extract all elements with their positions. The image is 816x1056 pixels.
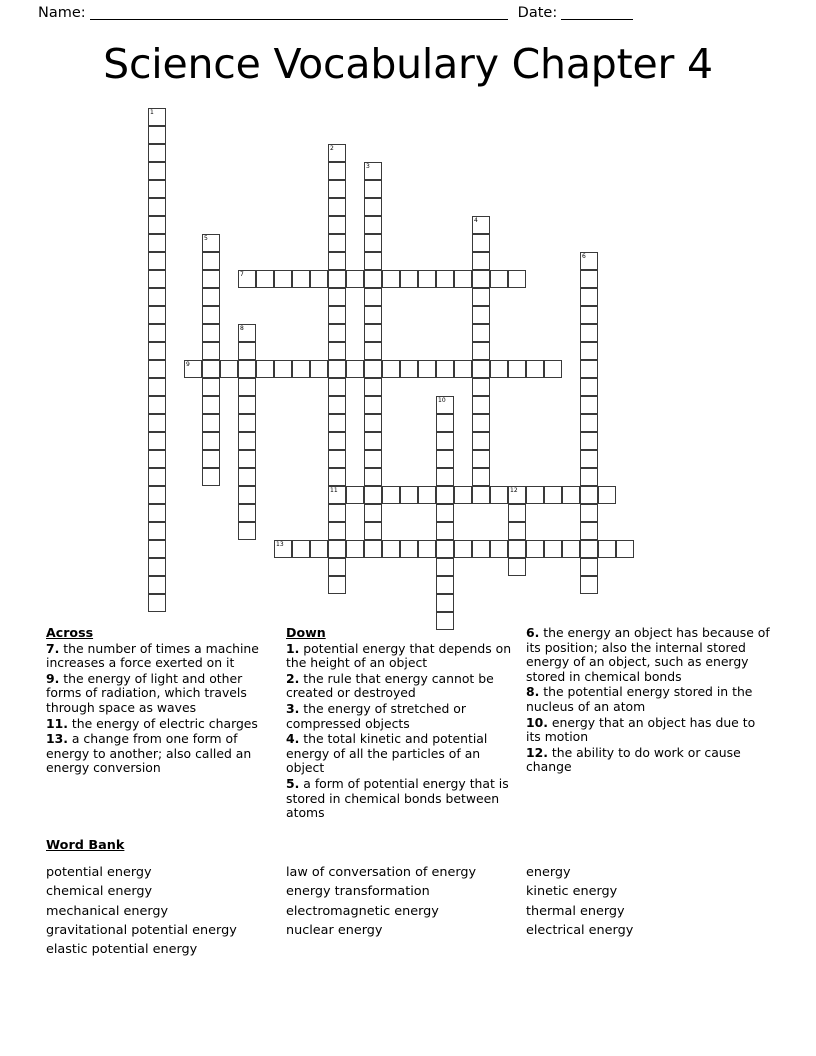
grid-cell[interactable] [580, 558, 598, 576]
clue-text: the total kinetic and potential energy of all the particles of an object [286, 731, 488, 776]
grid-cell[interactable] [148, 234, 166, 252]
grid-cell[interactable] [436, 504, 454, 522]
grid-cell[interactable] [616, 540, 634, 558]
grid-cell[interactable] [364, 180, 382, 198]
grid-cell[interactable] [238, 468, 256, 486]
grid-cell[interactable] [256, 360, 274, 378]
grid-cell[interactable] [544, 360, 562, 378]
grid-cell[interactable] [580, 486, 598, 504]
grid-cell[interactable] [328, 540, 346, 558]
grid-cell[interactable] [580, 450, 598, 468]
grid-cell[interactable] [328, 522, 346, 540]
grid-cell[interactable] [328, 198, 346, 216]
grid-cell[interactable] [598, 486, 616, 504]
grid-cell[interactable] [364, 468, 382, 486]
grid-cell[interactable] [238, 504, 256, 522]
clue-text: a form of potential energy that is stored in chemical bonds between atoms [286, 775, 509, 821]
grid-cell[interactable] [328, 162, 346, 180]
grid-cell[interactable] [202, 342, 220, 360]
grid-cell[interactable] [148, 324, 166, 342]
grid-cell[interactable] [436, 486, 454, 504]
grid-cell[interactable] [148, 576, 166, 594]
grid-cell[interactable] [310, 270, 328, 288]
word-bank-word: electromagnetic energy [286, 903, 439, 919]
grid-cell[interactable] [400, 270, 418, 288]
grid-cell[interactable] [472, 288, 490, 306]
grid-cell[interactable] [364, 540, 382, 558]
clue-item [286, 777, 519, 821]
grid-clue-number: 2 [330, 145, 334, 152]
grid-cell[interactable] [418, 270, 436, 288]
grid-cell[interactable] [148, 486, 166, 504]
grid-cell[interactable] [274, 540, 292, 558]
grid-cell[interactable] [580, 414, 598, 432]
word-bank-heading: Word Bank [46, 838, 125, 853]
grid-cell[interactable] [364, 216, 382, 234]
grid-cell[interactable] [436, 576, 454, 594]
clue-text: the number of times a machine increases a force exerted on it [46, 640, 259, 671]
grid-cell[interactable] [364, 306, 382, 324]
grid-cell[interactable] [382, 486, 400, 504]
grid-cell[interactable] [148, 360, 166, 378]
grid-cell[interactable] [436, 450, 454, 468]
across-heading: Across [46, 625, 94, 640]
grid-cell[interactable] [472, 486, 490, 504]
grid-cell[interactable] [364, 252, 382, 270]
grid-cell[interactable] [364, 342, 382, 360]
grid-cell[interactable] [508, 486, 526, 504]
grid-cell[interactable] [418, 486, 436, 504]
grid-cell[interactable] [202, 252, 220, 270]
clue-number: 13. [46, 731, 68, 747]
grid-cell[interactable] [346, 540, 364, 558]
grid-cell[interactable] [580, 324, 598, 342]
word-bank-word: mechanical energy [46, 903, 169, 919]
grid-cell[interactable] [328, 324, 346, 342]
grid-cell[interactable] [364, 288, 382, 306]
grid-clue-number: 8 [240, 325, 244, 332]
grid-clue-number: 5 [204, 235, 208, 242]
grid-cell[interactable] [328, 180, 346, 198]
grid-cell[interactable] [202, 450, 220, 468]
grid-cell[interactable] [202, 360, 220, 378]
grid-cell[interactable] [148, 378, 166, 396]
grid-cell[interactable] [328, 306, 346, 324]
grid-cell[interactable] [526, 486, 544, 504]
across-clue-list [46, 642, 279, 776]
grid-cell[interactable] [472, 396, 490, 414]
grid-cell[interactable] [148, 288, 166, 306]
clue-text: energy that an object has due to its motion [526, 714, 756, 745]
grid-cell[interactable] [580, 522, 598, 540]
grid-cell[interactable] [580, 432, 598, 450]
word-bank-column-3 [526, 863, 776, 940]
grid-cell[interactable] [580, 252, 598, 270]
word-bank-word: electrical energy [526, 922, 634, 938]
grid-cell[interactable] [490, 360, 508, 378]
word-bank-word: kinetic energy [526, 884, 618, 900]
page-title: Science Vocabulary Chapter 4 [103, 40, 713, 88]
grid-cell[interactable] [238, 414, 256, 432]
clue-item [286, 642, 519, 671]
grid-cell[interactable] [436, 414, 454, 432]
grid-cell[interactable] [148, 144, 166, 162]
grid-cell[interactable] [472, 252, 490, 270]
grid-cell[interactable] [580, 360, 598, 378]
grid-cell[interactable] [310, 540, 328, 558]
grid-cell[interactable] [436, 540, 454, 558]
grid-cell[interactable] [382, 540, 400, 558]
grid-cell[interactable] [562, 540, 580, 558]
name-label: Name: [38, 5, 86, 21]
clue-text: the energy of stretched or compressed objects [286, 700, 466, 731]
grid-cell[interactable] [292, 360, 310, 378]
grid-cell[interactable] [454, 540, 472, 558]
clue-number: 3. [286, 700, 300, 716]
clue-item [526, 685, 771, 714]
clue-number: 8. [526, 684, 540, 700]
grid-cell[interactable] [148, 252, 166, 270]
clue-number: 5. [286, 775, 300, 791]
grid-cell[interactable] [148, 270, 166, 288]
grid-cell[interactable] [202, 432, 220, 450]
clues-section [0, 626, 816, 826]
grid-cell[interactable] [148, 414, 166, 432]
grid-cell[interactable] [328, 342, 346, 360]
grid-cell[interactable] [148, 162, 166, 180]
clue-number: 6. [526, 625, 540, 640]
clue-item [526, 746, 771, 775]
grid-cell[interactable] [580, 288, 598, 306]
grid-cell[interactable] [472, 414, 490, 432]
grid-cell[interactable] [202, 288, 220, 306]
clue-number: 10. [526, 714, 548, 730]
grid-cell[interactable] [328, 558, 346, 576]
grid-cell[interactable] [400, 540, 418, 558]
grid-cell[interactable] [490, 270, 508, 288]
grid-cell[interactable] [364, 414, 382, 432]
grid-clue-number: 10 [438, 397, 446, 404]
grid-cell[interactable] [328, 432, 346, 450]
grid-cell[interactable] [472, 270, 490, 288]
grid-cell[interactable] [148, 558, 166, 576]
grid-cell[interactable] [436, 522, 454, 540]
clue-number: 9. [46, 670, 60, 686]
grid-cell[interactable] [472, 360, 490, 378]
grid-cell[interactable] [328, 288, 346, 306]
grid-cell[interactable] [472, 216, 490, 234]
grid-cell[interactable] [490, 540, 508, 558]
grid-cell[interactable] [364, 162, 382, 180]
grid-cell[interactable] [148, 540, 166, 558]
grid-cell[interactable] [580, 576, 598, 594]
grid-cell[interactable] [382, 270, 400, 288]
clues-column-down [286, 626, 519, 822]
grid-cell[interactable] [364, 360, 382, 378]
grid-cell[interactable] [364, 378, 382, 396]
grid-cell[interactable] [346, 486, 364, 504]
grid-cell[interactable] [472, 342, 490, 360]
grid-cell[interactable] [148, 126, 166, 144]
grid-clue-number: 1 [150, 109, 154, 116]
grid-cell[interactable] [490, 486, 508, 504]
grid-cell[interactable] [346, 270, 364, 288]
down-clue-list-second [526, 626, 771, 775]
word-bank-word: nuclear energy [286, 922, 383, 938]
grid-cell[interactable] [310, 360, 328, 378]
clue-number: 12. [526, 744, 548, 760]
grid-cell[interactable] [364, 432, 382, 450]
grid-cell[interactable] [508, 540, 526, 558]
grid-cell[interactable] [562, 486, 580, 504]
grid-cell[interactable] [580, 270, 598, 288]
grid-cell[interactable] [328, 396, 346, 414]
grid-cell[interactable] [148, 180, 166, 198]
clue-number: 1. [286, 640, 300, 656]
clue-item [286, 672, 519, 701]
grid-cell[interactable] [292, 270, 310, 288]
grid-cell[interactable] [508, 504, 526, 522]
word-bank-word: chemical energy [46, 884, 153, 900]
grid-cell[interactable] [436, 468, 454, 486]
grid-cell[interactable] [328, 486, 346, 504]
word-bank-word: energy transformation [286, 884, 430, 900]
grid-cell[interactable] [436, 432, 454, 450]
grid-cell[interactable] [274, 270, 292, 288]
grid-cell[interactable] [436, 396, 454, 414]
grid-cell[interactable] [364, 324, 382, 342]
grid-cell[interactable] [364, 450, 382, 468]
grid-cell[interactable] [580, 540, 598, 558]
grid-cell[interactable] [508, 522, 526, 540]
word-bank-word: energy [526, 865, 571, 880]
grid-cell[interactable] [292, 540, 310, 558]
grid-cell[interactable] [400, 486, 418, 504]
word-bank-word: gravitational potential energy [46, 922, 237, 938]
grid-cell[interactable] [238, 378, 256, 396]
grid-cell[interactable] [202, 396, 220, 414]
grid-cell[interactable] [400, 360, 418, 378]
grid-cell[interactable] [472, 324, 490, 342]
word-bank-column-1 [46, 863, 286, 959]
grid-cell[interactable] [472, 468, 490, 486]
grid-cell[interactable] [148, 108, 166, 126]
grid-clue-number: 13 [276, 541, 284, 548]
grid-cell[interactable] [454, 270, 472, 288]
grid-cell[interactable] [508, 360, 526, 378]
clue-text: the ability to do work or cause change [526, 744, 741, 775]
clue-text: the energy of electric charges [67, 715, 258, 731]
grid-cell[interactable] [472, 540, 490, 558]
grid-cell[interactable] [526, 360, 544, 378]
word-bank-word: potential energy [46, 865, 152, 880]
clue-item [286, 732, 519, 776]
grid-cell[interactable] [148, 504, 166, 522]
grid-cell[interactable] [508, 270, 526, 288]
clue-text: the energy an object has because of its position; also the internal stored energy of an object, such as energy stored in chemical bonds [526, 625, 770, 684]
grid-cell[interactable] [148, 306, 166, 324]
clue-text: a change from one form of energy to another; also called an energy conversion [46, 731, 252, 776]
grid-cell[interactable] [238, 360, 256, 378]
grid-cell[interactable] [364, 396, 382, 414]
clue-item [46, 732, 279, 776]
date-label: Date: [517, 5, 558, 21]
word-bank-column-2 [286, 863, 526, 940]
grid-cell[interactable] [328, 468, 346, 486]
grid-cell[interactable] [526, 540, 544, 558]
grid-cell[interactable] [328, 360, 346, 378]
word-bank-word: elastic potential energy [46, 942, 198, 958]
grid-cell[interactable] [364, 522, 382, 540]
word-bank-word: law of conversation of energy [286, 865, 477, 880]
grid-cell[interactable] [364, 504, 382, 522]
grid-cell[interactable] [598, 540, 616, 558]
grid-cell[interactable] [544, 540, 562, 558]
grid-cell[interactable] [328, 270, 346, 288]
grid-cell[interactable] [202, 270, 220, 288]
grid-cell[interactable] [346, 360, 364, 378]
grid-cell[interactable] [364, 486, 382, 504]
grid-cell[interactable] [148, 216, 166, 234]
grid-cell[interactable] [328, 216, 346, 234]
clue-item [526, 626, 771, 684]
grid-cell[interactable] [148, 468, 166, 486]
clue-item [46, 672, 279, 716]
clue-text: the rule that energy cannot be created or destroyed [286, 670, 494, 701]
grid-cell[interactable] [472, 306, 490, 324]
grid-cell[interactable] [364, 270, 382, 288]
grid-cell[interactable] [508, 558, 526, 576]
grid-clue-number: 11 [330, 487, 338, 494]
grid-cell[interactable] [238, 342, 256, 360]
grid-cell[interactable] [148, 594, 166, 612]
clue-number: 11. [46, 715, 68, 731]
grid-cell[interactable] [382, 360, 400, 378]
clue-item [526, 716, 771, 745]
grid-cell[interactable] [202, 324, 220, 342]
clue-number: 7. [46, 640, 60, 656]
grid-cell[interactable] [148, 432, 166, 450]
grid-cell[interactable] [148, 342, 166, 360]
grid-clue-number: 7 [240, 271, 244, 278]
grid-cell[interactable] [364, 234, 382, 252]
clue-number: 4. [286, 731, 300, 747]
grid-cell[interactable] [580, 396, 598, 414]
clue-text: the potential energy stored in the nucleus of an atom [526, 684, 753, 714]
grid-cell[interactable] [544, 486, 562, 504]
grid-clue-number: 6 [582, 253, 586, 260]
grid-cell[interactable] [454, 360, 472, 378]
grid-cell[interactable] [472, 378, 490, 396]
grid-cell[interactable] [148, 396, 166, 414]
grid-cell[interactable] [436, 270, 454, 288]
grid-cell[interactable] [238, 450, 256, 468]
grid-cell[interactable] [580, 468, 598, 486]
grid-cell[interactable] [202, 306, 220, 324]
down-heading: Down [286, 625, 326, 640]
grid-cell[interactable] [148, 450, 166, 468]
grid-cell[interactable] [148, 198, 166, 216]
clue-text: potential energy that depends on the height of an object [286, 640, 512, 671]
grid-cell[interactable] [238, 522, 256, 540]
grid-cell[interactable] [436, 360, 454, 378]
grid-cell[interactable] [238, 396, 256, 414]
grid-cell[interactable] [580, 342, 598, 360]
grid-cell[interactable] [202, 468, 220, 486]
clues-column-down-cont [526, 626, 771, 776]
grid-cell[interactable] [202, 414, 220, 432]
grid-cell[interactable] [256, 270, 274, 288]
grid-cell[interactable] [418, 540, 436, 558]
grid-cell[interactable] [472, 450, 490, 468]
grid-cell[interactable] [328, 504, 346, 522]
grid-clue-number: 12 [510, 487, 518, 494]
grid-cell[interactable] [328, 144, 346, 162]
grid-cell[interactable] [328, 252, 346, 270]
grid-cell[interactable] [238, 270, 256, 288]
clue-item [46, 642, 279, 671]
grid-cell[interactable] [364, 198, 382, 216]
grid-cell[interactable] [238, 324, 256, 342]
grid-cell[interactable] [328, 450, 346, 468]
grid-clue-number: 9 [186, 361, 190, 368]
grid-cell[interactable] [328, 378, 346, 396]
grid-cell[interactable] [238, 432, 256, 450]
grid-cell[interactable] [436, 594, 454, 612]
grid-cell[interactable] [580, 504, 598, 522]
grid-cell[interactable] [472, 432, 490, 450]
clues-column-across [46, 626, 279, 777]
grid-cell[interactable] [202, 234, 220, 252]
grid-cell[interactable] [202, 378, 220, 396]
grid-cell[interactable] [580, 306, 598, 324]
clue-item [286, 702, 519, 731]
clue-number: 2. [286, 670, 300, 686]
grid-clue-number: 3 [366, 163, 370, 170]
grid-cell[interactable] [274, 360, 292, 378]
grid-cell[interactable] [148, 522, 166, 540]
grid-clue-number: 4 [474, 217, 478, 224]
grid-cell[interactable] [454, 486, 472, 504]
down-clue-list-first [286, 642, 519, 821]
clue-item [46, 717, 279, 732]
grid-cell[interactable] [328, 576, 346, 594]
grid-cell[interactable] [418, 360, 436, 378]
grid-cell[interactable] [184, 360, 202, 378]
grid-cell[interactable] [472, 234, 490, 252]
grid-cell[interactable] [328, 234, 346, 252]
grid-cell[interactable] [580, 378, 598, 396]
word-bank-word: thermal energy [526, 903, 625, 919]
grid-cell[interactable] [436, 558, 454, 576]
grid-cell[interactable] [328, 414, 346, 432]
grid-cell[interactable] [238, 486, 256, 504]
grid-cell[interactable] [220, 360, 238, 378]
clue-text: the energy of light and other forms of radiation, which travels through space as waves [46, 670, 247, 715]
